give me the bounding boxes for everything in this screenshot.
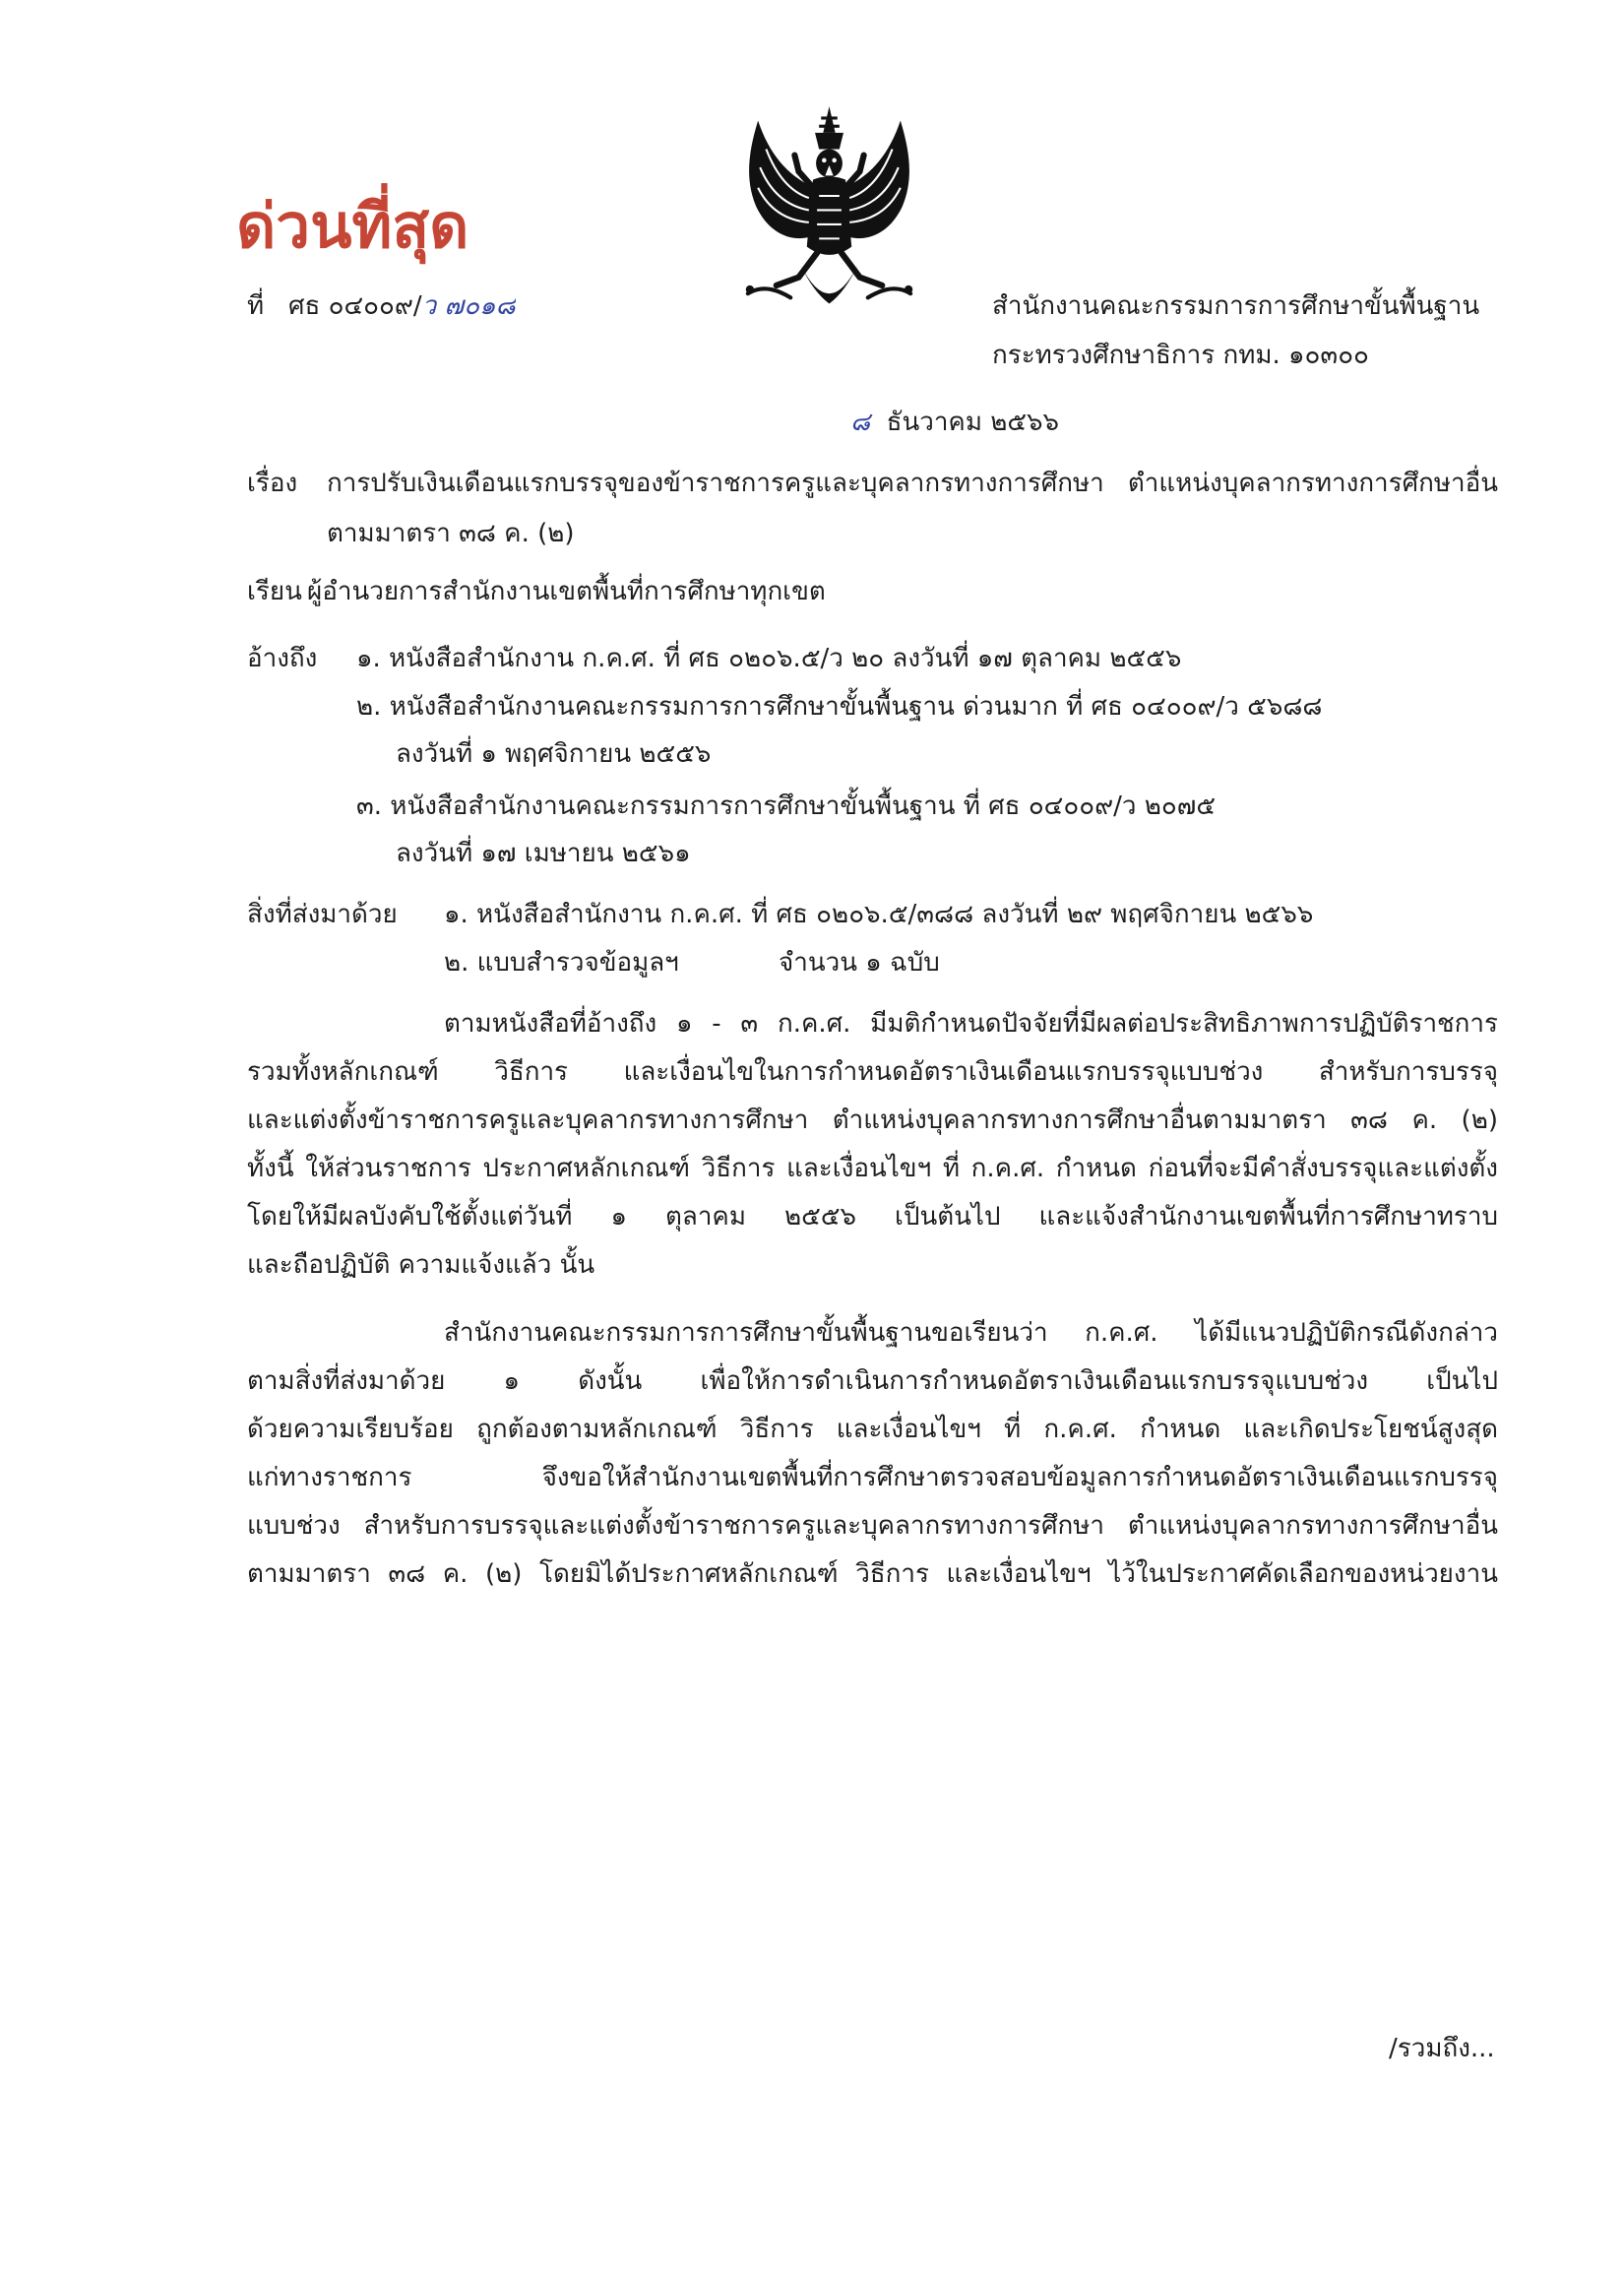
body-line: ตามหนังสือที่อ้างถึง ๑ - ๓ ก.ค.ศ. มีมติกำหนดปัจจัยที่มีผลต่อประสิทธิภาพการปฏิบัติราชการ <box>444 1009 1498 1039</box>
salutation-recipient: ผู้อำนวยการสำนักงานเขตพื้นที่การศึกษาทุกเขต <box>307 577 826 606</box>
document-number-stamped: ว ๗๐๑๘ <box>421 291 516 321</box>
reference-item: ๒. หนังสือสำนักงานคณะกรรมการการศึกษาขั้นพื้นฐาน ด่วนมาก ที่ ศธ ๐๔๐๐๙/ว ๕๖๘๘ <box>356 692 1323 722</box>
reference-item-continuation: ลงวันที่ ๑๗ เมษายน ๒๕๖๑ <box>396 839 691 868</box>
body-line: โดยให้มีผลบังคับใช้ตั้งแต่วันที่ ๑ ตุลาคม ๒๕๕๖ เป็นต้นไป และแจ้งสำนักงานเขตพื้นที่การศึกษาทราบ <box>247 1202 1498 1232</box>
page-continuation: /รวมถึง... <box>1389 2034 1495 2063</box>
enclosure-item: ๒. แบบสำรวจข้อมูลฯ <box>444 948 679 978</box>
body-line: รวมทั้งหลักเกณฑ์ วิธีการ และเงื่อนไขในการกำหนดอัตราเงินเดือนแรกบรรจุแบบช่วง สำหรับการบรรจุ <box>247 1057 1498 1087</box>
body-line: ตามสิ่งที่ส่งมาด้วย ๑ ดังนั้น เพื่อให้การดำเนินการกำหนดอัตราเงินเดือนแรกบรรจุแบบช่วง เป็นไป <box>247 1366 1498 1396</box>
body-line: และถือปฏิบัติ ความแจ้งแล้ว นั้น <box>247 1250 595 1280</box>
body-line: สำนักงานคณะกรรมการการศึกษาขั้นพื้นฐานขอเรียนว่า ก.ค.ศ. ได้มีแนวปฏิบัติกรณีดังกล่าว <box>444 1318 1498 1348</box>
enclosure-item: ๑. หนังสือสำนักงาน ก.ค.ศ. ที่ ศธ ๐๒๐๖.๕/๓๘๘ ลงวันที่ ๒๙ พฤศจิกายน ๒๕๖๖ <box>444 900 1314 929</box>
garuda-emblem-icon <box>727 104 931 318</box>
subject-line: การปรับเงินเดือนแรกบรรจุของข้าราชการครูและบุคลากรทางการศึกษา ตำแหน่งบุคลากรทางการศึกษาอื่น <box>327 469 1498 498</box>
body-line: แก่ทางราชการ จึงขอให้สำนักงานเขตพื้นที่การศึกษาตรวจสอบข้อมูลการกำหนดอัตราเงินเดือนแรกบรรจุ <box>247 1463 1498 1492</box>
document-number-prefix: ศธ ๐๔๐๐๙/ <box>287 291 422 321</box>
subject-line: ตามมาตรา ๓๘ ค. (๒) <box>327 519 575 548</box>
body-line: ทั้งนี้ ให้ส่วนราชการ ประกาศหลักเกณฑ์ วิธีการ และเงื่อนไขฯ ที่ ก.ค.ศ. กำหนด ก่อนที่จะมีคำสั่งบรรจุและแต่งตั้ง <box>247 1154 1498 1183</box>
reference-item: ๓. หนังสือสำนักงานคณะกรรมการการศึกษาขั้นพื้นฐาน ที่ ศธ ๐๔๐๐๙/ว ๒๐๗๕ <box>356 791 1217 821</box>
document-number <box>247 283 516 331</box>
salutation-label: เรียน <box>247 577 302 606</box>
references-label: อ้างถึง <box>247 644 318 673</box>
document-number-label: ที่ <box>247 291 265 321</box>
document-date-month-year: ธันวาคม ๒๕๖๖ <box>886 408 1060 437</box>
document-date-day: ๘ <box>850 408 871 437</box>
body-line: ตามมาตรา ๓๘ ค. (๒) โดยมิได้ประกาศหลักเกณฑ์ วิธีการ และเงื่อนไขฯ ไว้ในประกาศคัดเลือกของหน่วยงาน <box>247 1559 1498 1589</box>
document-date <box>850 399 1059 447</box>
enclosure-quantity: จำนวน ๑ ฉบับ <box>779 948 940 978</box>
reference-item: ๑. หนังสือสำนักงาน ก.ค.ศ. ที่ ศธ ๐๒๐๖.๕/ว ๒๐ ลงวันที่ ๑๗ ตุลาคม ๒๕๕๖ <box>356 644 1182 673</box>
body-line: และแต่งตั้งข้าราชการครูและบุคลากรทางการศึกษา ตำแหน่งบุคลากรทางการศึกษาอื่นตามมาตรา ๓๘ ค. (๒) <box>247 1106 1498 1135</box>
enclosures-label: สิ่งที่ส่งมาด้วย <box>247 900 398 929</box>
body-line: แบบช่วง สำหรับการบรรจุและแต่งตั้งข้าราชการครูและบุคลากรทางการศึกษา ตำแหน่งบุคลากรทางการศึกษาอื่น <box>247 1511 1498 1541</box>
organization-address: กระทรวงศึกษาธิการ กทม. ๑๐๓๐๐ <box>992 341 1369 370</box>
urgency-stamp: ด่วนที่สุด <box>236 190 469 262</box>
subject-label: เรื่อง <box>247 469 298 498</box>
reference-item-continuation: ลงวันที่ ๑ พฤศจิกายน ๒๕๕๖ <box>396 739 712 769</box>
organization-name: สำนักงานคณะกรรมการการศึกษาขั้นพื้นฐาน <box>992 291 1480 321</box>
body-line: ด้วยความเรียบร้อย ถูกต้องตามหลักเกณฑ์ วิธีการ และเงื่อนไขฯ ที่ ก.ค.ศ. กำหนด และเกิดประโยชน์สูงสุด <box>247 1415 1498 1444</box>
